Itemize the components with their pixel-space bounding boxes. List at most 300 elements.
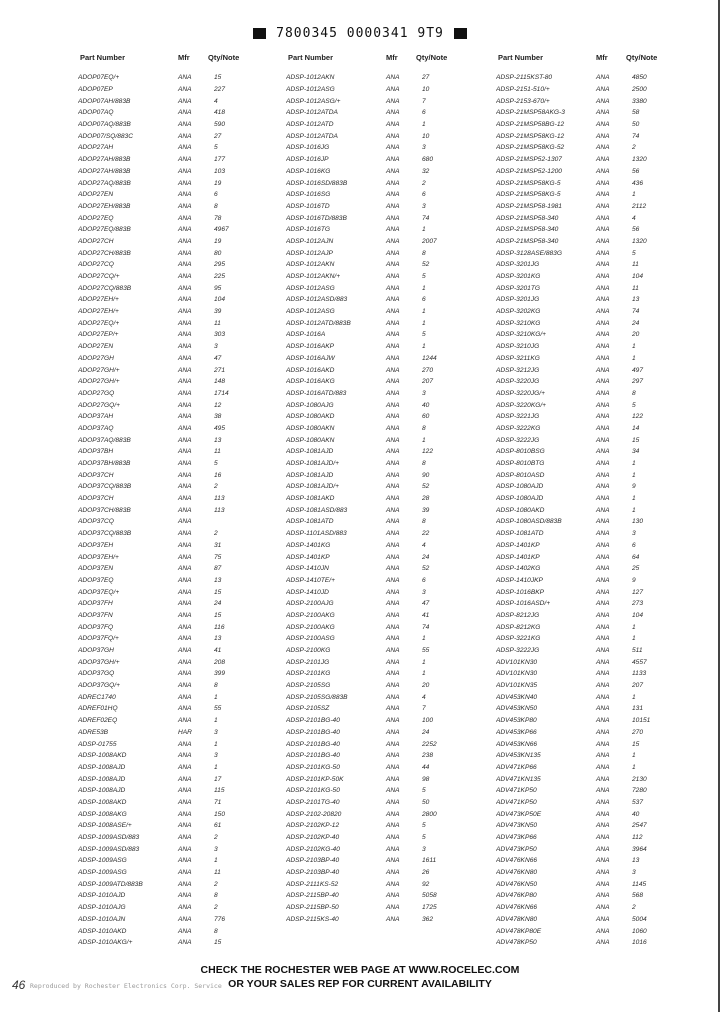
part-number-cell: ADSP-1016TG — [286, 226, 330, 234]
qty-cell: 13 — [214, 576, 222, 584]
qty-cell: 1 — [632, 471, 636, 479]
mfr-cell: ANA — [596, 915, 610, 923]
part-number-cell: ADSP-21MSP58-1981 — [496, 202, 562, 210]
mfr-cell: ANA — [178, 144, 192, 152]
mfr-cell: ANA — [178, 576, 192, 584]
part-number-cell: ADOP37AQ/883B — [78, 436, 131, 444]
part-number-cell: ADV473KN50 — [496, 822, 538, 830]
part-number-cell: ADSP-2100AKG — [286, 623, 335, 631]
part-number-cell: ADSP-1080ASD/883B — [496, 518, 562, 526]
mfr-cell: ANA — [596, 857, 610, 865]
part-number-cell: ADV101KN30 — [496, 658, 538, 666]
table-row — [286, 855, 520, 867]
part-number-cell: ADSP-2102KP-12 — [286, 822, 340, 830]
table-row — [286, 610, 520, 622]
qty-cell: 150 — [214, 810, 226, 818]
part-number-cell: ADOP37CH — [78, 495, 114, 503]
part-number-cell: ADV478KP50 — [496, 939, 537, 947]
part-number-cell: ADOP37CQ/883B — [78, 483, 132, 491]
part-number-cell: ADV101KN30 — [496, 670, 538, 678]
table-row — [78, 738, 312, 750]
table-row — [496, 201, 720, 213]
table-row — [496, 341, 720, 353]
part-number-cell: ADSP-3201TG — [496, 284, 540, 292]
table-row — [286, 820, 520, 832]
qty-cell: 2 — [422, 179, 426, 187]
qty-cell: 1133 — [632, 670, 647, 678]
header-part-number: Part Number — [80, 52, 126, 62]
qty-cell: 1060 — [632, 927, 647, 935]
mfr-cell: ANA — [386, 354, 400, 362]
mfr-cell: ANA — [386, 121, 400, 129]
mfr-cell: ANA — [596, 121, 610, 129]
part-number-cell: ADSP-8010BSG — [496, 448, 545, 456]
qty-cell: 297 — [632, 378, 644, 386]
page-number: 46 — [12, 978, 26, 992]
part-number-cell: ADSP-3201KG — [496, 273, 541, 281]
table-row — [78, 878, 312, 890]
part-number-cell: ADOP37EQ/+ — [78, 588, 120, 596]
mfr-cell: ANA — [596, 226, 610, 234]
mfr-cell: ANA — [596, 214, 610, 222]
mfr-cell: ANA — [178, 401, 192, 409]
mfr-cell: ANA — [178, 296, 192, 304]
table-row — [496, 586, 720, 598]
mfr-cell: ANA — [596, 927, 610, 935]
qty-cell: 112 — [632, 834, 643, 842]
part-number-cell: ADSP-1081ATD — [496, 530, 544, 538]
qty-cell: 1 — [632, 354, 636, 362]
part-number-cell: ADSP-2100KG — [286, 647, 331, 655]
part-number-cell: ADOP07EQ/+ — [78, 74, 120, 82]
mfr-cell: ANA — [178, 319, 192, 327]
part-number-cell: ADSP-2115BP-50 — [286, 904, 339, 912]
mfr-cell: ANA — [386, 413, 400, 421]
mfr-cell: ANA — [386, 787, 400, 795]
mfr-cell: ANA — [596, 869, 610, 877]
qty-cell: 2252 — [422, 740, 437, 748]
mfr-cell: ANA — [178, 682, 192, 690]
qty-cell: 3 — [214, 728, 218, 736]
qty-cell: 2800 — [422, 810, 437, 818]
qty-cell: 362 — [422, 915, 434, 923]
part-number-cell: ADSP-2101KG-50 — [286, 787, 340, 795]
qty-cell: 2130 — [632, 775, 647, 783]
part-number-cell: ADREF02EQ — [78, 717, 118, 725]
mfr-cell: ANA — [386, 752, 400, 760]
part-number-cell: ADSP-1009ATD/883B — [78, 880, 143, 888]
table-row — [286, 177, 520, 189]
table-row — [78, 586, 312, 598]
table-row — [496, 388, 720, 400]
mfr-cell: ANA — [596, 682, 610, 690]
part-number-cell: ADOP37FN — [78, 611, 113, 619]
mfr-cell: ANA — [178, 366, 192, 374]
qty-cell: 27 — [214, 132, 222, 140]
part-number-cell: ADSP-1008AJD — [78, 787, 126, 795]
mfr-cell: ANA — [178, 448, 192, 456]
qty-cell: 1 — [422, 670, 426, 678]
table-row — [286, 388, 520, 400]
table-row — [286, 832, 520, 844]
table-row — [78, 236, 312, 248]
part-number-cell: ADREC1740 — [78, 693, 116, 701]
mfr-cell: ANA — [386, 798, 400, 806]
part-number-cell: ADSP-21MSP58BG-12 — [496, 121, 565, 129]
mfr-cell: ANA — [596, 565, 610, 573]
part-number-cell: ADSP-21MSP58-340 — [496, 237, 559, 245]
table-row — [286, 715, 520, 727]
qty-cell: 2 — [214, 880, 218, 888]
table-row — [78, 528, 312, 540]
mfr-cell: ANA — [178, 261, 192, 269]
qty-cell: 11 — [214, 869, 221, 877]
qty-cell: 31 — [214, 541, 222, 549]
mfr-cell: ANA — [386, 284, 400, 292]
table-row — [286, 446, 520, 458]
table-row — [78, 189, 312, 201]
qty-cell: 60 — [422, 413, 430, 421]
mfr-cell: ANA — [596, 261, 610, 269]
qty-cell: 5 — [422, 273, 426, 281]
mfr-cell: ANA — [386, 483, 400, 491]
qty-cell: 15 — [632, 436, 640, 444]
qty-cell: 15 — [214, 939, 222, 947]
mfr-cell: ANA — [386, 623, 400, 631]
table-row — [496, 937, 720, 949]
mfr-cell: ANA — [178, 541, 192, 549]
part-number-cell: ADSP-3220JG/+ — [496, 389, 545, 397]
mfr-cell: ANA — [386, 436, 400, 444]
mfr-cell: ANA — [596, 553, 610, 561]
mfr-cell: ANA — [178, 904, 192, 912]
mfr-cell: ANA — [178, 892, 192, 900]
part-number-cell: ADSP-2100AKG — [286, 611, 335, 619]
table-row — [78, 411, 312, 423]
table-row — [78, 773, 312, 785]
mfr-cell: ANA — [178, 647, 192, 655]
table-row — [286, 458, 520, 470]
mfr-cell: ANA — [596, 413, 610, 421]
qty-cell: 8 — [422, 518, 426, 526]
parts-list — [286, 72, 520, 925]
part-number-cell: ADV453KN50 — [496, 705, 538, 713]
table-row — [286, 166, 520, 178]
mfr-cell: ANA — [596, 86, 610, 94]
qty-cell: 14 — [632, 424, 640, 432]
scan-note: Reproduced by Rochester Electronics Corp. Service — [30, 982, 222, 990]
qty-cell: 1 — [422, 319, 426, 327]
part-number-cell: ADSP-1016SD/883B — [286, 179, 348, 187]
mfr-cell: ANA — [178, 798, 192, 806]
table-row — [286, 411, 520, 423]
mfr-cell: ANA — [178, 343, 192, 351]
table-row — [78, 107, 312, 119]
part-number-cell: ADSP-1081ASD/883 — [286, 506, 348, 514]
qty-cell: 74 — [632, 308, 640, 316]
mfr-cell: ANA — [386, 343, 400, 351]
qty-cell: 207 — [422, 378, 434, 386]
qty-cell: 34 — [632, 448, 640, 456]
mfr-cell: ANA — [596, 460, 610, 468]
qty-cell: 1 — [422, 436, 426, 444]
qty-cell: 1725 — [422, 904, 437, 912]
part-number-cell: ADOP27AH — [78, 144, 114, 152]
table-row — [286, 516, 520, 528]
qty-cell: 497 — [632, 366, 644, 374]
mfr-cell: ANA — [178, 308, 192, 316]
table-row — [286, 540, 520, 552]
qty-cell: 1 — [422, 284, 426, 292]
mfr-cell: ANA — [596, 354, 610, 362]
mfr-cell: ANA — [178, 74, 192, 82]
table-row — [496, 364, 720, 376]
footer-line-1: CHECK THE ROCHESTER WEB PAGE AT WWW.ROCELEC.COM — [200, 964, 520, 976]
mfr-cell: ANA — [596, 623, 610, 631]
qty-cell: 8 — [632, 389, 636, 397]
table-row — [78, 294, 312, 306]
mfr-cell: ANA — [178, 167, 192, 175]
part-number-cell: ADV453KN40 — [496, 693, 538, 701]
qty-cell: 5 — [632, 401, 636, 409]
qty-cell: 270 — [632, 728, 644, 736]
table-row — [286, 329, 520, 341]
qty-cell: 7280 — [632, 787, 647, 795]
mfr-cell: ANA — [386, 693, 400, 701]
table-row — [78, 84, 312, 96]
table-row — [78, 645, 312, 657]
qty-cell: 24 — [632, 319, 640, 327]
qty-cell: 436 — [632, 179, 644, 187]
table-row — [78, 224, 312, 236]
mfr-cell: ANA — [596, 541, 610, 549]
part-number-cell: ADOP27AQ/883B — [78, 179, 131, 187]
part-number-cell: ADSP-2100AJG — [286, 600, 334, 608]
qty-cell: 41 — [214, 647, 222, 655]
qty-cell: 303 — [214, 331, 226, 339]
part-number-cell: ADSP-1016AKD — [286, 366, 335, 374]
mfr-cell: ANA — [386, 810, 400, 818]
part-number-cell: ADSP-21MSP52-1307 — [496, 156, 562, 164]
part-number-cell: ADSP-2100ASG — [286, 635, 335, 643]
part-number-cell: ADOP27CH — [78, 237, 114, 245]
part-number-cell: ADOP37BH/883B — [78, 460, 131, 468]
part-number-cell: ADSP-21MSP58KG-12 — [496, 132, 565, 140]
table-row — [78, 832, 312, 844]
parts-column-2 — [286, 50, 520, 925]
table-row — [496, 212, 720, 224]
part-number-cell: ADSP-3220JG — [496, 378, 540, 386]
qty-cell: 5 — [214, 144, 218, 152]
table-row — [286, 353, 520, 365]
qty-cell: 115 — [214, 787, 225, 795]
part-number-cell: ADSP-2101JG — [286, 658, 330, 666]
qty-cell: 3 — [214, 343, 218, 351]
table-row — [496, 177, 720, 189]
mfr-cell: ANA — [178, 86, 192, 94]
table-row — [286, 189, 520, 201]
table-row — [286, 259, 520, 271]
mfr-cell: ANA — [386, 728, 400, 736]
qty-cell: 9 — [632, 483, 636, 491]
mfr-cell: ANA — [386, 132, 400, 140]
mfr-cell: ANA — [178, 179, 192, 187]
mfr-cell: ANA — [596, 284, 610, 292]
part-number-cell: ADSP-8010ASD — [496, 471, 545, 479]
table-row — [496, 691, 720, 703]
mfr-cell: ANA — [596, 495, 610, 503]
table-row — [286, 750, 520, 762]
mfr-cell: ANA — [596, 483, 610, 491]
part-number-cell: ADOP37EH — [78, 541, 114, 549]
qty-cell: 103 — [214, 167, 226, 175]
table-row — [286, 843, 520, 855]
mfr-cell: ANA — [386, 553, 400, 561]
part-number-cell: ADSP-1012AKN — [286, 261, 335, 269]
mfr-cell: ANA — [596, 939, 610, 947]
mfr-cell: ANA — [178, 378, 192, 386]
mfr-cell: ANA — [596, 471, 610, 479]
mfr-cell: ANA — [596, 378, 610, 386]
table-row — [496, 540, 720, 552]
table-row — [286, 236, 520, 248]
mfr-cell: ANA — [386, 319, 400, 327]
qty-cell: 148 — [214, 378, 226, 386]
mfr-cell: ANA — [386, 191, 400, 199]
qty-cell: 10151 — [632, 717, 651, 725]
qty-cell: 5 — [422, 331, 426, 339]
part-number-cell: ADSP-1080AJD — [496, 483, 544, 491]
qty-cell: 98 — [422, 775, 430, 783]
qty-cell: 1 — [632, 693, 636, 701]
table-row — [286, 727, 520, 739]
qty-cell: 1 — [632, 495, 636, 503]
table-row — [286, 469, 520, 481]
part-number-cell: ADSP-1009ASD/883 — [78, 834, 140, 842]
part-number-cell: ADSP-21MSP52-1200 — [496, 167, 562, 175]
table-row — [496, 551, 720, 563]
mfr-cell: ANA — [386, 144, 400, 152]
part-number-cell: ADSP-1012AKN/+ — [286, 273, 341, 281]
table-row — [496, 808, 720, 820]
table-row — [286, 201, 520, 213]
part-number-cell: ADV476KN66 — [496, 904, 538, 912]
part-number-cell: ADSP-3210KG/+ — [496, 331, 547, 339]
table-row — [78, 212, 312, 224]
table-row — [286, 808, 520, 820]
table-row — [78, 762, 312, 774]
qty-cell: 8 — [422, 249, 426, 257]
qty-cell: 32 — [422, 167, 430, 175]
header-qty: Qty/Note — [208, 52, 240, 62]
mfr-cell: ANA — [596, 436, 610, 444]
table-row — [78, 95, 312, 107]
part-number-cell: ADSP-1081AJD — [286, 471, 334, 479]
part-number-cell: ADSP-2101BG-40 — [286, 728, 340, 736]
qty-cell: 50 — [632, 121, 640, 129]
mfr-cell: ANA — [386, 74, 400, 82]
table-row — [286, 575, 520, 587]
table-row — [496, 154, 720, 166]
part-number-cell: ADSP-1009ASG — [78, 869, 127, 877]
table-row — [286, 890, 520, 902]
mfr-cell: ANA — [596, 810, 610, 818]
part-number-cell: ADOP37FH — [78, 600, 113, 608]
table-row — [496, 84, 720, 96]
mfr-cell: ANA — [178, 471, 192, 479]
qty-cell: 1 — [422, 635, 426, 643]
mfr-cell: ANA — [386, 541, 400, 549]
table-row — [496, 119, 720, 131]
part-number-cell: ADSP-2101BG-40 — [286, 717, 340, 725]
part-number-cell: ADRE53B — [78, 728, 109, 736]
table-row — [78, 540, 312, 552]
part-number-cell: ADSP-1010AKG/+ — [78, 939, 133, 947]
mfr-cell: ANA — [596, 366, 610, 374]
mfr-cell: ANA — [178, 389, 192, 397]
part-number-cell: ADSP-1008AJD — [78, 775, 126, 783]
mfr-cell: ANA — [386, 506, 400, 514]
qty-cell: 28 — [422, 495, 430, 503]
mfr-cell: ANA — [596, 191, 610, 199]
qty-cell: 47 — [214, 354, 222, 362]
table-row — [286, 668, 520, 680]
qty-cell: 90 — [422, 471, 430, 479]
mfr-cell: ANA — [596, 763, 610, 771]
qty-cell: 511 — [632, 647, 643, 655]
part-number-cell: ADOP37EN — [78, 565, 114, 573]
table-row — [496, 247, 720, 259]
table-row — [496, 843, 720, 855]
mfr-cell: ANA — [386, 915, 400, 923]
table-row — [496, 376, 720, 388]
mfr-cell: ANA — [386, 389, 400, 397]
table-row — [78, 691, 312, 703]
right-marker — [454, 28, 467, 39]
qty-cell: 13 — [214, 635, 222, 643]
qty-cell: 2007 — [422, 237, 437, 245]
table-row — [496, 493, 720, 505]
qty-cell: 56 — [632, 167, 640, 175]
qty-cell: 95 — [214, 284, 222, 292]
table-row — [286, 703, 520, 715]
table-row — [78, 399, 312, 411]
qty-cell: 8 — [214, 202, 218, 210]
part-number-cell: ADV476KN66 — [496, 857, 538, 865]
mfr-cell: ANA — [178, 635, 192, 643]
qty-cell: 40 — [422, 401, 430, 409]
qty-cell: 238 — [422, 752, 434, 760]
mfr-cell: ANA — [178, 460, 192, 468]
table-row — [78, 259, 312, 271]
part-number-cell: ADSP-21MSP58KG-5 — [496, 191, 561, 199]
qty-cell: 1244 — [422, 354, 437, 362]
part-number-cell: ADSP-1016A — [286, 331, 326, 339]
qty-cell: 100 — [422, 717, 434, 725]
part-number-cell: ADSP-8010BTG — [496, 460, 545, 468]
qty-cell: 5004 — [632, 915, 647, 923]
part-number-cell: ADSP-3222JG — [496, 647, 540, 655]
table-row — [496, 855, 720, 867]
part-number-cell: ADOP37FQ — [78, 623, 114, 631]
table-row — [496, 458, 720, 470]
part-number-cell: ADSP-1010AJG — [78, 904, 126, 912]
qty-cell: 24 — [214, 600, 222, 608]
part-number-cell: ADSP-2101TG-40 — [286, 798, 340, 806]
part-number-cell: ADOP27GH — [78, 354, 114, 362]
mfr-cell: ANA — [178, 880, 192, 888]
part-number-cell: ADSP-1410JD — [286, 588, 329, 596]
